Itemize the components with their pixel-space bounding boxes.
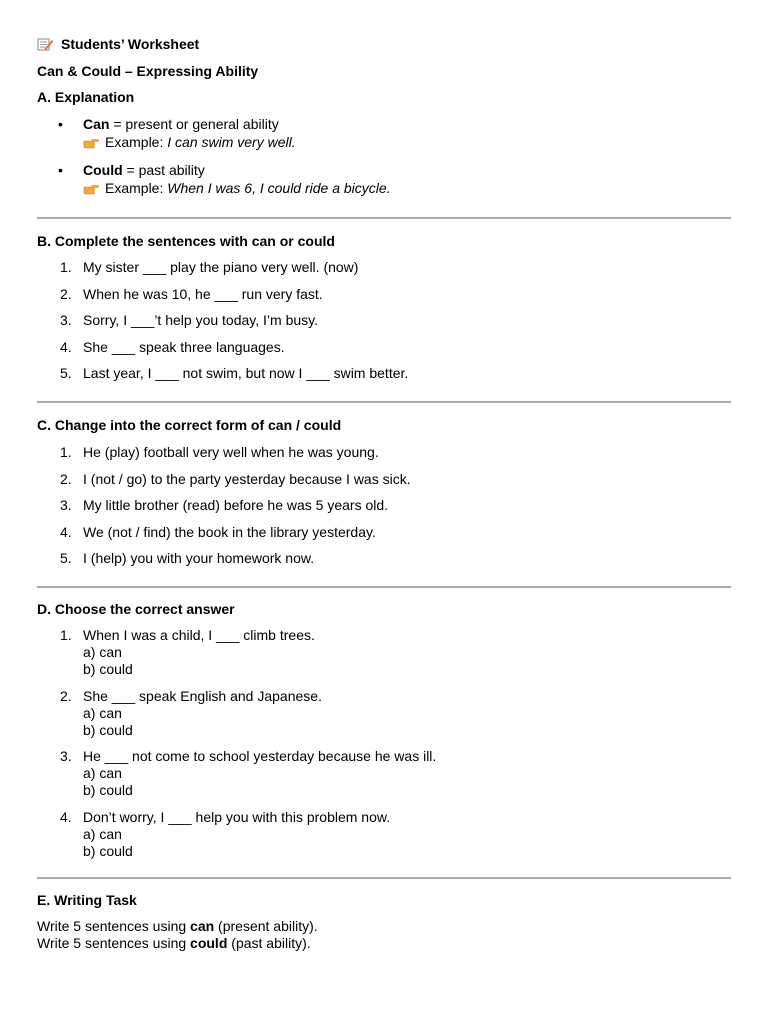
list-item bbox=[37, 550, 717, 567]
explanation-list bbox=[37, 116, 717, 197]
item-number: 2. bbox=[60, 687, 72, 704]
example-label-can: Example: bbox=[105, 133, 168, 150]
question-item bbox=[37, 809, 717, 860]
question-item bbox=[37, 627, 717, 678]
example-text-can: I can swim very well. bbox=[167, 133, 296, 150]
bullet-glyph: • bbox=[58, 116, 63, 132]
item-text: I (not / go) to the party yesterday because I was sick. bbox=[83, 470, 411, 487]
item-number: 1. bbox=[60, 444, 72, 460]
question-text: Don’t worry, I ___ help you with this problem now. bbox=[83, 808, 391, 825]
item-number: 2. bbox=[60, 470, 72, 487]
section-divider bbox=[37, 877, 731, 879]
pointing-hand-icon bbox=[83, 182, 99, 195]
option-a: a) can bbox=[83, 704, 122, 721]
item-number: 4. bbox=[60, 808, 72, 825]
item-number: 4. bbox=[60, 523, 72, 540]
example-text-could: When I was 6, I could ride a bicycle. bbox=[167, 179, 391, 196]
section-e-heading: E. Writing Task bbox=[37, 892, 137, 908]
memo-icon bbox=[37, 37, 53, 51]
explanation-item-can bbox=[37, 116, 717, 151]
list-item bbox=[37, 497, 717, 514]
item-number: 4. bbox=[60, 338, 72, 355]
list-item bbox=[37, 286, 717, 303]
pointing-hand-icon bbox=[83, 136, 99, 149]
section-c-heading: C. Change into the correct form of can / could bbox=[37, 417, 342, 433]
list-item bbox=[37, 444, 717, 461]
option-b: b) could bbox=[83, 782, 133, 798]
term-can: Can bbox=[83, 116, 110, 132]
section-b-heading: B. Complete the sentences with can or could bbox=[37, 233, 335, 249]
question-text: She ___ speak English and Japanese. bbox=[83, 687, 322, 704]
item-number: 2. bbox=[60, 285, 72, 302]
term-could: Could bbox=[83, 162, 123, 178]
example-label-could: Example: bbox=[105, 179, 168, 196]
writing-keyword: could bbox=[190, 935, 228, 951]
writing-keyword: can bbox=[190, 918, 215, 934]
section-divider bbox=[37, 401, 731, 403]
item-text: My sister ___ play the piano very well. (now) bbox=[83, 259, 359, 275]
item-number: 3. bbox=[60, 497, 72, 513]
choose-answer-list bbox=[37, 627, 717, 860]
list-item bbox=[37, 471, 717, 488]
writing-line-could bbox=[37, 935, 318, 952]
question-item bbox=[37, 748, 717, 799]
option-a: a) can bbox=[83, 825, 122, 842]
option-a: a) can bbox=[83, 765, 122, 781]
writing-line-text: Write 5 sentences using bbox=[37, 918, 191, 934]
item-text: When he was 10, he ___ run very fast. bbox=[83, 285, 323, 302]
definition-could: = past ability bbox=[122, 162, 205, 178]
explanation-item-could bbox=[37, 162, 717, 197]
option-b: b) could bbox=[83, 842, 133, 859]
question-text: When I was a child, I ___ climb trees. bbox=[83, 627, 315, 643]
list-item bbox=[37, 524, 717, 541]
item-number: 5. bbox=[60, 365, 72, 381]
writing-line-text: (present ability). bbox=[214, 918, 318, 934]
item-text: She ___ speak three languages. bbox=[83, 338, 285, 355]
item-number: 3. bbox=[60, 312, 72, 328]
item-text: We (not / find) the book in the library yesterday. bbox=[83, 523, 376, 540]
list-item bbox=[37, 312, 717, 329]
worksheet-title-row bbox=[37, 35, 199, 53]
list-item bbox=[37, 339, 717, 356]
item-text: Sorry, I ___’t help you today, I’m busy. bbox=[83, 312, 318, 328]
item-number: 3. bbox=[60, 748, 72, 764]
section-divider bbox=[37, 217, 731, 219]
item-number: 1. bbox=[60, 259, 72, 275]
definition-can: = present or general ability bbox=[109, 116, 279, 132]
item-text: My little brother (read) before he was 5 years old. bbox=[83, 497, 389, 513]
list-item bbox=[37, 259, 717, 276]
worksheet-title: Students’ Worksheet bbox=[61, 36, 200, 52]
item-number: 5. bbox=[60, 550, 72, 566]
section-d-heading: D. Choose the correct answer bbox=[37, 601, 235, 617]
item-text: Last year, I ___ not swim, but now I ___ swim better. bbox=[83, 365, 409, 381]
bullet-glyph: • bbox=[58, 162, 63, 178]
change-form-list bbox=[37, 444, 717, 567]
writing-line-text: (past ability). bbox=[227, 935, 311, 951]
worksheet-subtitle: Can & Could – Expressing Ability bbox=[37, 63, 259, 79]
list-item bbox=[37, 365, 717, 382]
option-b: b) could bbox=[83, 661, 133, 677]
section-a-heading: A. Explanation bbox=[37, 89, 135, 105]
option-b: b) could bbox=[83, 721, 133, 738]
item-text: I (help) you with your homework now. bbox=[83, 550, 315, 566]
item-text: He (play) football very well when he was young. bbox=[83, 444, 379, 460]
question-item bbox=[37, 688, 717, 739]
writing-task-text bbox=[37, 918, 318, 952]
option-a: a) can bbox=[83, 644, 122, 660]
question-text: He ___ not come to school yesterday because he was ill. bbox=[83, 748, 437, 764]
writing-line-can bbox=[37, 918, 318, 935]
section-divider bbox=[37, 586, 731, 588]
item-number: 1. bbox=[60, 627, 72, 643]
writing-line-text: Write 5 sentences using bbox=[37, 935, 191, 951]
complete-sentences-list bbox=[37, 259, 717, 382]
